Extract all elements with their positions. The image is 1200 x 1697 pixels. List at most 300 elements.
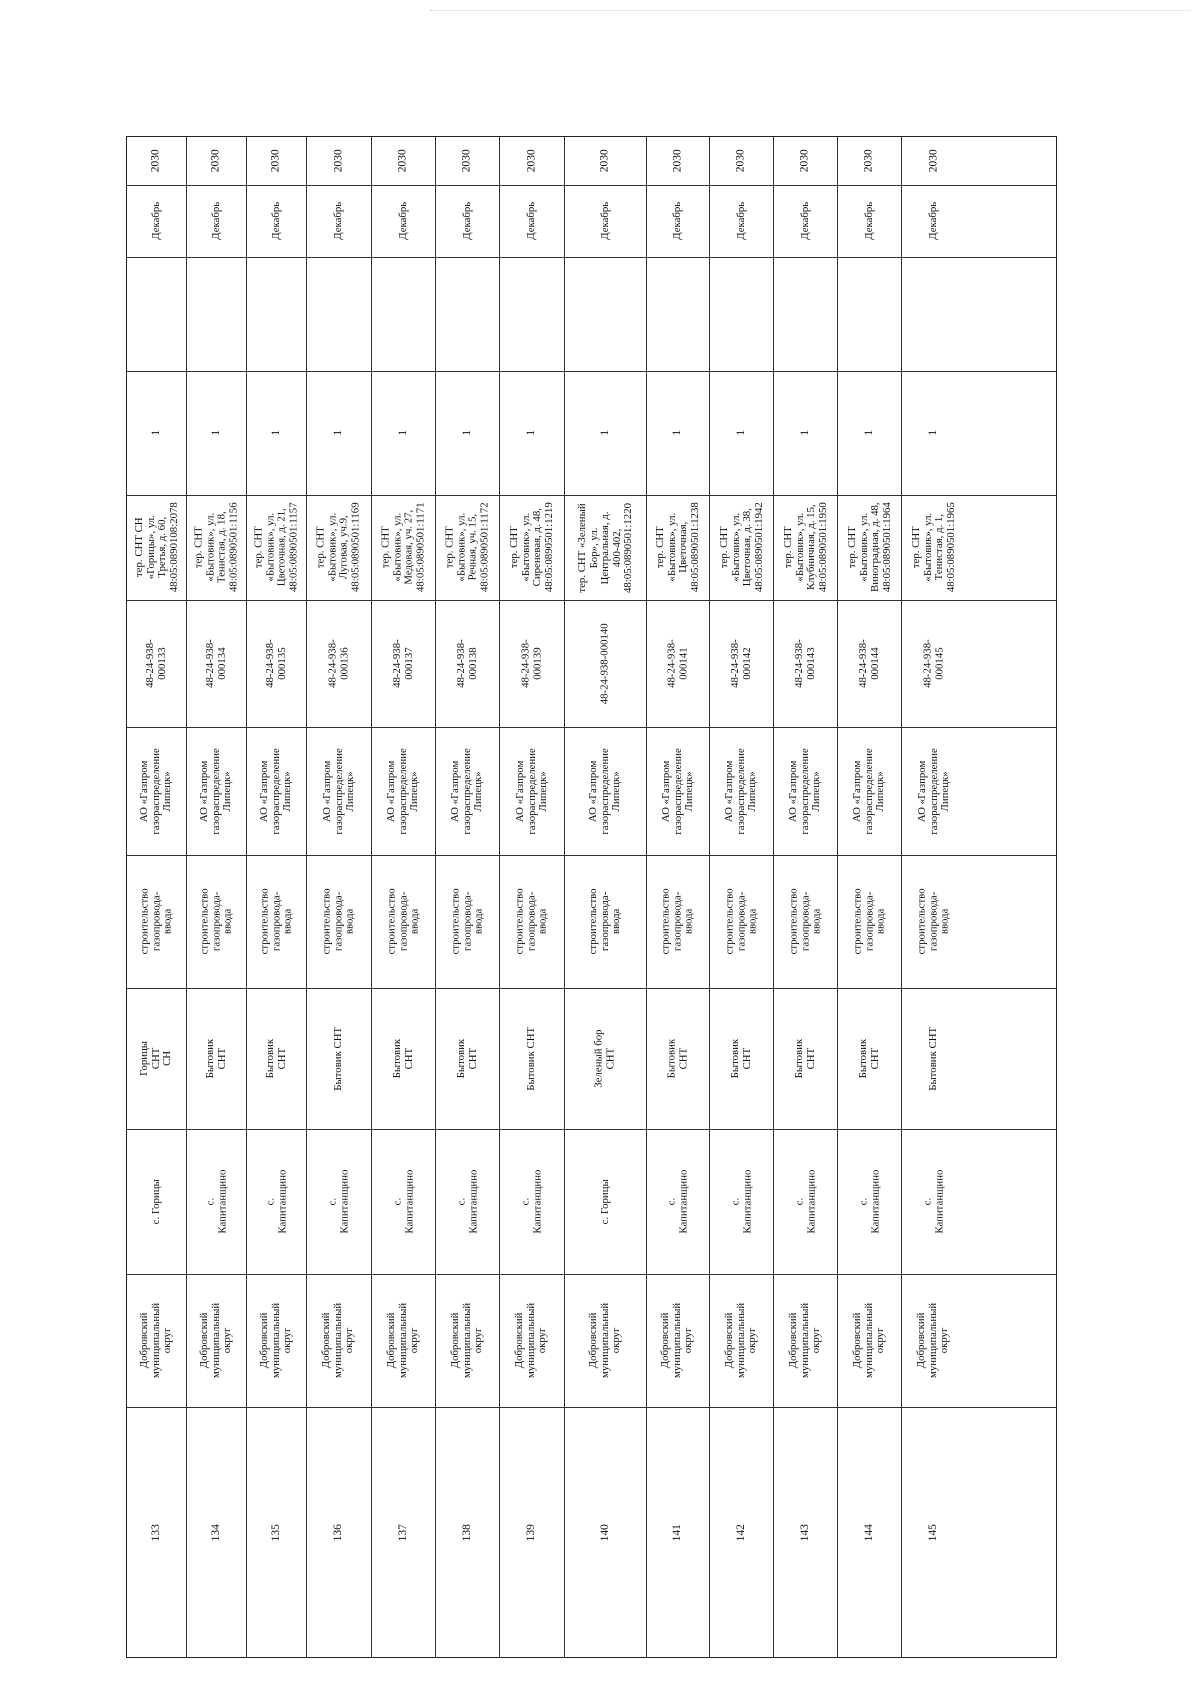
cell-org [565, 727, 646, 855]
cell-code [127, 600, 186, 727]
cell-extra [647, 257, 709, 371]
cell-no [247, 1407, 306, 1659]
cell-code [500, 600, 564, 727]
cell-year [838, 137, 901, 185]
cell-extra [127, 257, 186, 371]
cell-text-locality: с. Капитанщино [203, 1169, 228, 1234]
cell-text-locality: с. Капитанщино [519, 1169, 543, 1234]
table-row [436, 137, 500, 1657]
cell-text-month: Декабрь [798, 202, 811, 240]
cell-text-object: Бытовик СНТ [665, 1038, 689, 1079]
cell-text-year: 2030 [798, 149, 811, 173]
cell-text-locality: с. Капитанщино [921, 1169, 945, 1234]
cell-text-code: 48-24-938-000138 [454, 639, 479, 688]
cell-month [247, 185, 306, 257]
column-separator [127, 600, 1056, 601]
cell-work [647, 855, 709, 988]
cell-text-locality: с. Капитанщино [454, 1169, 479, 1234]
cell-text-locality: с. Горицы [149, 1178, 162, 1225]
table-row [838, 137, 902, 1657]
cell-locality [902, 1129, 966, 1274]
cell-text-year: 2030 [460, 149, 473, 173]
table-row [187, 137, 247, 1657]
cell-district [565, 1274, 646, 1407]
cell-text-no: 139 [525, 1524, 538, 1542]
cell-text-year: 2030 [332, 149, 345, 173]
cell-object [247, 988, 306, 1129]
cell-address [500, 495, 564, 600]
cell-count [436, 371, 499, 495]
cell-code [838, 600, 901, 727]
cell-text-code: 48-24-938-000137 [390, 639, 415, 688]
cell-month [902, 185, 966, 257]
cell-text-year: 2030 [209, 149, 222, 173]
cell-object [647, 988, 709, 1129]
cell-no [774, 1407, 837, 1659]
cell-object [127, 988, 186, 1129]
cell-text-work: строительство газопровода-ввода [449, 888, 485, 955]
cell-text-month: Декабрь [269, 202, 282, 240]
cell-text-code: 48-24-938-000144 [856, 639, 881, 688]
cell-text-address: тер. СНТ «Бытовик», ул. Цветочная, д. 38, 48:05:0890501:1942 [717, 502, 765, 593]
cell-work [565, 855, 646, 988]
cell-address [187, 495, 246, 600]
cell-text-year: 2030 [862, 149, 875, 173]
cell-work [500, 855, 564, 988]
cell-code [307, 600, 371, 727]
cell-locality [647, 1129, 709, 1274]
cell-text-work: строительство газопровода-ввода [138, 888, 174, 955]
cell-text-object: Бытовик СНТ [203, 1038, 228, 1079]
cell-extra [565, 257, 646, 371]
cell-text-count: 1 [460, 430, 473, 436]
cell-text-no: 137 [396, 1524, 409, 1542]
cell-text-work: строительство газопровода-ввода [513, 888, 549, 955]
cell-code [372, 600, 435, 727]
cell-text-no: 133 [149, 1524, 162, 1542]
cell-org [774, 727, 837, 855]
cell-text-org: АО «Газпром газораспределение Липецк» [587, 747, 623, 835]
cell-text-month: Декабрь [460, 202, 473, 240]
cell-text-no: 145 [927, 1524, 940, 1542]
cell-address [774, 495, 837, 600]
cell-no [500, 1407, 564, 1659]
cell-text-count: 1 [525, 430, 538, 436]
table-row [565, 137, 647, 1657]
cell-text-month: Декабрь [927, 202, 940, 240]
cell-text-district: Добровский муниципальный округ [138, 1302, 174, 1379]
cell-month [710, 185, 773, 257]
cell-object [838, 988, 901, 1129]
column-separator [127, 988, 1056, 989]
cell-text-address: тер. СНТ СН «Горицы», ул. Третья, д. 60, 48:05:0890108:2078 [132, 502, 180, 593]
cell-month [436, 185, 499, 257]
cell-org [247, 727, 306, 855]
cell-code [436, 600, 499, 727]
cell-no [647, 1407, 709, 1659]
cell-text-locality: с. Капитанщино [326, 1169, 350, 1234]
cell-work [247, 855, 306, 988]
cell-text-district: Добровский муниципальный округ [449, 1302, 485, 1379]
table-row [500, 137, 565, 1657]
cell-code [247, 600, 306, 727]
cell-district [902, 1274, 966, 1407]
cell-count [187, 371, 246, 495]
cell-text-no: 142 [734, 1524, 747, 1542]
cell-work [127, 855, 186, 988]
column-separator [127, 1129, 1056, 1130]
cell-text-code: 48-24-938-000139 [519, 639, 543, 688]
cell-locality [774, 1129, 837, 1274]
cell-text-month: Декабрь [598, 202, 611, 240]
cell-text-year: 2030 [671, 149, 684, 173]
cell-work [902, 855, 966, 988]
cell-extra [307, 257, 371, 371]
cell-text-org: АО «Газпром газораспределение Липецк» [320, 747, 356, 835]
cell-work [187, 855, 246, 988]
cell-code [565, 600, 646, 727]
cell-text-work: строительство газопровода-ввода [258, 888, 294, 955]
cell-district [436, 1274, 499, 1407]
cell-address [565, 495, 646, 600]
cell-code [774, 600, 837, 727]
cell-org [500, 727, 564, 855]
cell-text-code: 48-24-938-000140 [598, 623, 611, 704]
cell-text-object: Зеленый бор СНТ [592, 1029, 617, 1088]
cell-no [372, 1407, 435, 1659]
cell-work [710, 855, 773, 988]
cell-text-month: Декабрь [525, 202, 538, 240]
cell-month [565, 185, 646, 257]
cell-address [902, 495, 966, 600]
cell-month [647, 185, 709, 257]
column-separator [127, 371, 1056, 372]
cell-object [565, 988, 646, 1129]
cell-text-work: строительство газопровода-ввода [659, 888, 695, 955]
table-row [774, 137, 838, 1657]
cell-month [500, 185, 564, 257]
cell-text-district: Добровский муниципальный округ [723, 1302, 759, 1379]
cell-text-work: строительство газопровода-ввода [198, 888, 234, 955]
cell-count [307, 371, 371, 495]
cell-text-month: Декабрь [209, 202, 222, 240]
cell-text-year: 2030 [734, 149, 747, 173]
table-row [307, 137, 372, 1657]
cell-text-count: 1 [209, 430, 222, 436]
cell-org [647, 727, 709, 855]
cell-extra [187, 257, 246, 371]
cell-district [307, 1274, 371, 1407]
cell-text-address: тер. СНТ «Бытовик», ул. Медовая, уч. 27, 48:05:0890501:1171 [379, 502, 427, 593]
cell-text-org: АО «Газпром газораспределение Липецк» [915, 747, 951, 835]
cell-org [307, 727, 371, 855]
cell-text-month: Декабрь [862, 202, 875, 240]
cell-extra [902, 257, 966, 371]
cell-no [187, 1407, 246, 1659]
cell-text-work: строительство газопровода-ввода [787, 888, 823, 955]
cell-text-month: Декабрь [149, 202, 162, 240]
cell-text-object: Горицы СНТ СН [138, 1041, 174, 1076]
cell-text-work: строительство газопровода-ввода [587, 888, 623, 955]
cell-month [774, 185, 837, 257]
cell-locality [127, 1129, 186, 1274]
cell-count [372, 371, 435, 495]
cell-text-year: 2030 [525, 149, 538, 173]
column-separator [127, 495, 1056, 496]
cell-text-no: 134 [209, 1524, 222, 1542]
cell-address [127, 495, 186, 600]
cell-text-district: Добровский муниципальный округ [513, 1302, 549, 1379]
cell-locality [436, 1129, 499, 1274]
cell-no [307, 1407, 371, 1659]
cell-extra [838, 257, 901, 371]
cell-object [436, 988, 499, 1129]
cell-org [902, 727, 966, 855]
cell-text-month: Декабрь [671, 202, 684, 240]
cell-text-district: Добровский муниципальный округ [385, 1302, 421, 1379]
cell-text-address: тер. СНТ «Бытовик», ул. Клубничная, д. 15, 48:05:0890501:1950 [781, 502, 829, 593]
cell-text-count: 1 [671, 430, 684, 436]
cell-no [436, 1407, 499, 1659]
cell-text-code: 48-24-938-000133 [143, 639, 168, 688]
cell-org [710, 727, 773, 855]
cell-text-address: тер. СНТ «Бытовик», ул. Тенистая, д. 18, 48:05:0890501:1156 [192, 502, 240, 593]
cell-district [838, 1274, 901, 1407]
cell-text-district: Добровский муниципальный округ [198, 1302, 234, 1379]
cell-year [436, 137, 499, 185]
cell-text-org: АО «Газпром газораспределение Липецк» [787, 747, 823, 835]
cell-text-count: 1 [149, 430, 162, 436]
cell-text-code: 48-24-938-000142 [728, 639, 753, 688]
cell-work [436, 855, 499, 988]
cell-month [127, 185, 186, 257]
cell-text-district: Добровский муниципальный округ [587, 1302, 623, 1379]
cell-year [307, 137, 371, 185]
cell-text-org: АО «Газпром газораспределение Липецк» [198, 747, 234, 835]
cell-text-address: тер. СНТ «Бытовик», ул. Тенистая, д. 1, 48:05:0890501:1965 [909, 502, 957, 593]
cell-locality [565, 1129, 646, 1274]
cell-text-month: Декабрь [734, 202, 747, 240]
cell-district [372, 1274, 435, 1407]
cell-count [647, 371, 709, 495]
cell-district [710, 1274, 773, 1407]
cell-text-object: Бытовик СНТ [792, 1038, 817, 1079]
cell-work [372, 855, 435, 988]
cell-no [838, 1407, 901, 1659]
cell-extra [372, 257, 435, 371]
table-row [247, 137, 307, 1657]
cell-text-org: АО «Газпром газораспределение Липецк» [659, 747, 695, 835]
column-separator [127, 855, 1056, 856]
cell-text-object: Бытовик СНТ [525, 1026, 538, 1091]
cell-text-org: АО «Газпром газораспределение Липецк» [851, 747, 887, 835]
cell-text-locality: с. Капитанщино [390, 1169, 415, 1234]
cell-year [710, 137, 773, 185]
table-row [710, 137, 774, 1657]
cell-month [372, 185, 435, 257]
cell-address [838, 495, 901, 600]
cell-text-address: тер. СНТ «Зеленый Бор», ул. Центральная, д. 400-402, 48:05:0890501:1220 [575, 502, 634, 593]
cell-object [774, 988, 837, 1129]
cell-text-locality: с. Капитанщино [665, 1169, 690, 1234]
cell-org [127, 727, 186, 855]
cell-text-district: Добровский муниципальный округ [915, 1302, 951, 1379]
cell-org [372, 727, 435, 855]
cell-object [187, 988, 246, 1129]
cell-address [647, 495, 709, 600]
cell-locality [372, 1129, 435, 1274]
cell-text-count: 1 [269, 430, 282, 436]
cell-text-object: Бытовик СНТ [332, 1026, 345, 1091]
cell-text-locality: с. Капитанщино [856, 1169, 881, 1234]
cell-text-address: тер. СНТ «Бытовик», ул. Виноградная, д. 48, 48:05:0890501:1964 [845, 502, 893, 593]
cell-address [710, 495, 773, 600]
cell-text-org: АО «Газпром газораспределение Липецк» [723, 747, 759, 835]
cell-text-work: строительство газопровода-ввода [385, 888, 421, 955]
cell-text-org: АО «Газпром газораспределение Липецк» [258, 747, 294, 835]
cell-count [565, 371, 646, 495]
cell-text-locality: с. Капитанщино [728, 1169, 753, 1234]
cell-work [838, 855, 901, 988]
cell-object [372, 988, 435, 1129]
cell-text-object: Бытовик СНТ [263, 1038, 288, 1079]
cell-work [774, 855, 837, 988]
cell-year [565, 137, 646, 185]
table-row [127, 137, 187, 1657]
cell-object [307, 988, 371, 1129]
cell-text-code: 48-24-938-000141 [665, 639, 689, 688]
cell-object [500, 988, 564, 1129]
cell-text-code: 48-24-938-000134 [203, 639, 228, 688]
cell-text-address: тер. СНТ «Бытовик», ул. Луговая, уч.9, 48:05:0890501:1169 [314, 502, 362, 593]
cell-text-no: 140 [598, 1524, 611, 1542]
cell-text-no: 141 [671, 1524, 684, 1542]
cell-text-year: 2030 [927, 149, 940, 173]
cell-text-count: 1 [862, 430, 875, 436]
cell-address [372, 495, 435, 600]
table-row [647, 137, 710, 1657]
cell-no [710, 1407, 773, 1659]
cell-address [247, 495, 306, 600]
cell-text-org: АО «Газпром газораспределение Липецк» [385, 747, 421, 835]
cell-object [902, 988, 966, 1129]
cell-text-address: тер. СНТ «Бытовик», ул. Цветочная, 48:05:0890501:1238 [653, 502, 701, 593]
cell-text-district: Добровский муниципальный округ [851, 1302, 887, 1379]
cell-year [372, 137, 435, 185]
cell-text-code: 48-24-938-000143 [792, 639, 817, 688]
cell-extra [774, 257, 837, 371]
cell-year [902, 137, 966, 185]
cell-org [838, 727, 901, 855]
column-separator [127, 1407, 1056, 1408]
cell-count [127, 371, 186, 495]
cell-text-month: Декабрь [396, 202, 409, 240]
cell-extra [247, 257, 306, 371]
cell-extra [710, 257, 773, 371]
cell-text-code: 48-24-938-000135 [263, 639, 288, 688]
cell-text-object: Бытовик СНТ [728, 1038, 753, 1079]
cell-no [565, 1407, 646, 1659]
cell-count [838, 371, 901, 495]
cell-locality [500, 1129, 564, 1274]
cell-work [307, 855, 371, 988]
cell-year [500, 137, 564, 185]
data-table [126, 136, 1057, 1658]
cell-text-code: 48-24-938-000145 [921, 639, 945, 688]
cell-month [307, 185, 371, 257]
cell-district [500, 1274, 564, 1407]
cell-text-object: Бытовик СНТ [454, 1038, 479, 1079]
cell-year [247, 137, 306, 185]
cell-code [902, 600, 966, 727]
cell-no [902, 1407, 966, 1659]
cell-code [187, 600, 246, 727]
cell-text-district: Добровский муниципальный округ [320, 1302, 356, 1379]
cell-month [838, 185, 901, 257]
cell-text-year: 2030 [598, 149, 611, 173]
cell-year [647, 137, 709, 185]
cell-text-address: тер. СНТ «Бытовик», ул. Цветочная, д. 21, 48:05:0890501:1157 [252, 502, 300, 593]
cell-org [436, 727, 499, 855]
cell-text-address: тер. СНТ «Бытовик», ул. Речная, уч. 15, 48:05:0890501:1172 [443, 502, 491, 593]
cell-text-org: АО «Газпром газораспределение Липецк» [138, 747, 174, 835]
cell-year [774, 137, 837, 185]
cell-count [500, 371, 564, 495]
cell-org [187, 727, 246, 855]
cell-text-no: 138 [460, 1524, 473, 1542]
cell-count [774, 371, 837, 495]
cell-text-work: строительство газопровода-ввода [320, 888, 356, 955]
cell-text-locality: с. Горицы [598, 1178, 611, 1225]
cell-count [902, 371, 966, 495]
table-row [372, 137, 436, 1657]
cell-locality [838, 1129, 901, 1274]
cell-code [647, 600, 709, 727]
cell-count [710, 371, 773, 495]
cell-text-org: АО «Газпром газораспределение Липецк» [513, 747, 549, 835]
cell-text-count: 1 [396, 430, 409, 436]
cell-text-work: строительство газопровода-ввода [723, 888, 759, 955]
cell-text-object: Бытовик СНТ [856, 1038, 881, 1079]
cell-text-object: Бытовик СНТ [390, 1038, 415, 1079]
cell-text-count: 1 [798, 430, 811, 436]
cell-text-count: 1 [734, 430, 747, 436]
cell-text-object: Бытовик СНТ [927, 1026, 940, 1091]
column-separator [127, 257, 1056, 258]
cell-locality [187, 1129, 246, 1274]
cell-text-address: тер. СНТ «Бытовик», ул. Сиреневая, д. 48, 48:05:0890501:1219 [507, 502, 555, 593]
cell-text-locality: с. Капитанщино [263, 1169, 288, 1234]
cell-text-count: 1 [332, 430, 345, 436]
cell-text-no: 136 [332, 1524, 345, 1542]
cell-text-district: Добровский муниципальный округ [787, 1302, 823, 1379]
cell-text-no: 135 [269, 1524, 282, 1542]
cell-text-no: 144 [862, 1524, 875, 1542]
cell-text-count: 1 [927, 430, 940, 436]
column-separator [127, 1274, 1056, 1275]
cell-text-work: строительство газопровода-ввода [851, 888, 887, 955]
cell-text-district: Добровский муниципальный округ [258, 1302, 294, 1379]
column-separator [127, 185, 1056, 186]
cell-object [710, 988, 773, 1129]
cell-text-count: 1 [598, 430, 611, 436]
cell-text-year: 2030 [149, 149, 162, 173]
cell-district [187, 1274, 246, 1407]
cell-month [187, 185, 246, 257]
cell-year [127, 137, 186, 185]
cell-address [307, 495, 371, 600]
cell-text-month: Декабрь [332, 202, 345, 240]
